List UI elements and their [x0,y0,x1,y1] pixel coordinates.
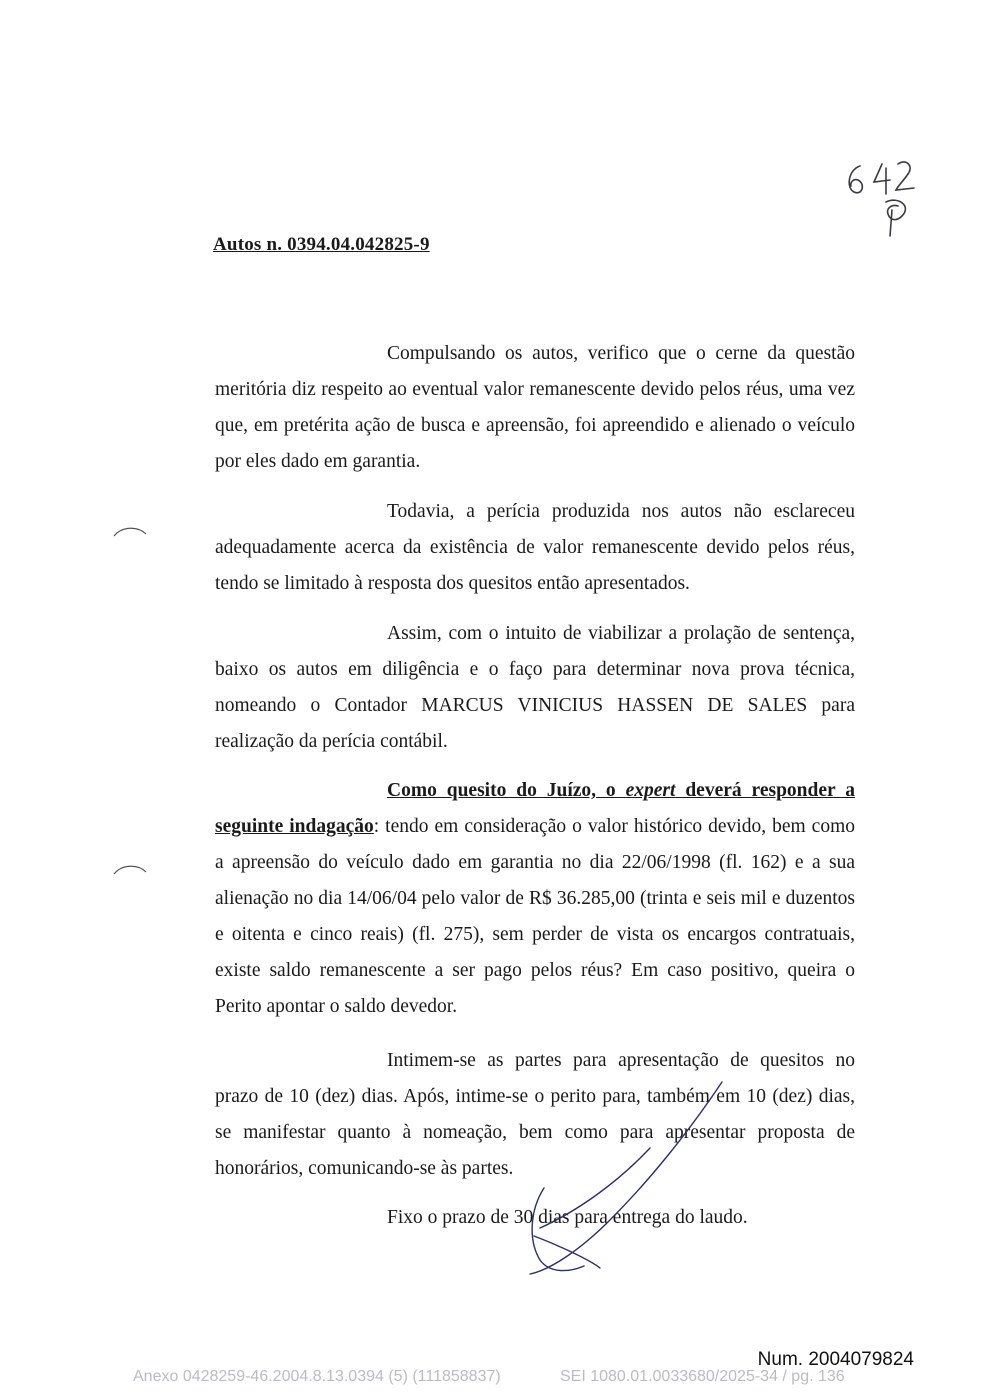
paragraph-4 [215,773,855,1025]
paragraph-2: Todavia, a perícia produzida nos autos não esclareceu adequadamente acerca da existência de valor remanescente devido pelos réus, tendo se limitado à resposta dos quesitos então apresentados. [215,501,855,594]
folio-handwritten-mark [838,150,928,240]
punch-hole-mark [112,524,148,538]
case-number-heading: Autos n. 0394.04.042825-9 [213,234,430,255]
judge-signature [500,1060,730,1290]
paragraph-3: Assim, com o intuito de viabilizar a prolação de sentença, baixo os autos em diligência e o faço para determinar nova prova técnica, nomeando o Contador MARCUS VINICIUS HASSEN DE SALES para realização da perícia contábil. [215,623,855,752]
footer-sei-reference: SEI 1080.01.0033680/2025-34 / pg. 136 [560,1368,845,1385]
punch-hole-mark [112,862,148,876]
court-question-body: : tendo em consideração o valor histórico devido, bem como a apreensão do veículo dado em garantia no dia 22/06/1998 (fl. 162) e a sua alienação no dia 14/06/04 pelo valor de R$ 36.285,00 (trinta e seis mil e duzentos e oitenta e cinco reais) (fl. 275), sem perder de vista os encargos contratuais, existe saldo remanescente a ser pago pelos réus? Em caso positivo, queira o Perito apontar o saldo devedor. [215,816,855,1017]
paragraph-6: Fixo o prazo de 30 dias para entrega do laudo. [387,1207,748,1228]
paragraph-5: Intimem-se as partes para apresentação de quesitos no prazo de 10 (dez) dias. Após, intime-se o perito para, também em 10 (dez) dias, se manifestar quanto à nomeação, bem como para apresentar proposta de honorários, comunicando-se às partes. [215,1050,855,1179]
paragraph-1: Compulsando os autos, verifico que o cerne da questão meritória diz respeito ao eventual valor remanescente devido pelos réus, uma vez que, em pretérita ação de busca e apreensão, foi apreendido e alienado o veículo por eles dado em garantia. [215,343,855,472]
court-question-lead: Como quesito do Juízo, o expert deverá responder a seguinte indagação [215,780,855,837]
footer-annex-reference: Anexo 0428259-46.2004.8.13.0394 (5) (111858837) [133,1368,501,1385]
document-number: Num. 2004079824 [757,1349,914,1370]
